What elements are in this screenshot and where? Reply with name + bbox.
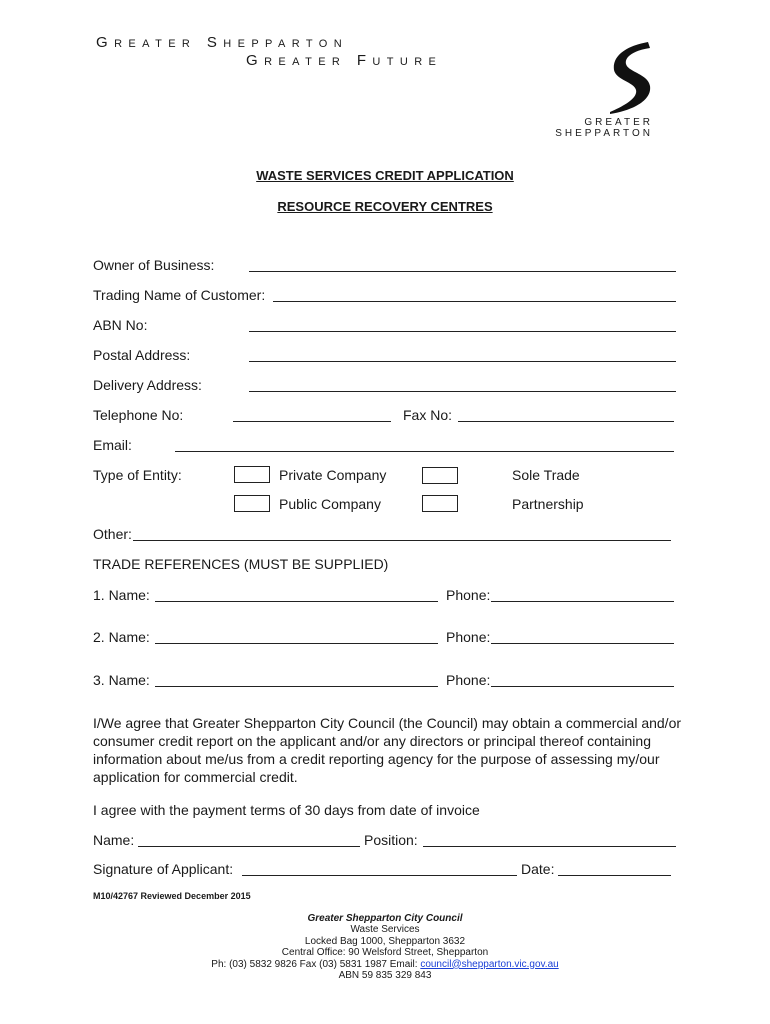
signature-label: Signature of Applicant: [93,861,234,877]
trade-references-heading: TRADE REFERENCES (MUST BE SUPPLIED) [93,556,389,572]
telephone-label: Telephone No: [93,407,184,423]
ref2-name-field[interactable] [155,643,438,644]
ref3-phone-label: Phone: [446,672,491,688]
fax-label: Fax No: [403,407,453,423]
footer-org: Greater Shepparton City Council [307,913,463,924]
logo-text-greater: GREATER [584,117,653,128]
footer [0,913,770,981]
partnership-label: Partnership [512,496,584,512]
owner-label: Owner of Business: [93,257,215,273]
footer-contact [0,959,770,970]
trading-name-field[interactable] [273,301,676,302]
sole-trade-label: Sole Trade [512,467,580,483]
trading-name-label: Trading Name of Customer: [93,287,266,303]
payment-terms-text: I agree with the payment terms of 30 days from date of invoice [93,802,480,818]
ref2-phone-label: Phone: [446,629,491,645]
email-field[interactable] [175,451,674,452]
email-label: Email: [93,437,132,453]
logo-text-shepparton: SHEPPARTON [555,128,653,139]
date-label: Date: [521,861,555,877]
postal-address-label: Postal Address: [93,347,191,363]
footer-email-link[interactable]: council@shepparton.vic.gov.au [420,958,559,970]
applicant-name-field[interactable] [138,846,360,847]
page-title: WASTE SERVICES CREDIT APPLICATION [256,168,514,183]
footer-address: Locked Bag 1000, Shepparton 3632 [304,935,466,947]
ref1-phone-label: Phone: [446,587,491,603]
public-company-label: Public Company [279,496,381,512]
page-subtitle: RESOURCE RECOVERY CENTRES [277,199,493,214]
position-label: Position: [364,832,418,848]
other-field[interactable] [133,540,671,541]
partnership-checkbox[interactable] [422,495,458,512]
signature-field[interactable] [242,875,517,876]
abn-label: ABN No: [93,317,148,333]
entity-type-label: Type of Entity: [93,467,182,483]
consent-paragraph: I/We agree that Greater Shepparton City Council (the Council) may obtain a commercial and/or consumer credit report on the applicant and/or any directors or principal thereof containing information about me/us from a credit reporting agency for the purpose of assessing my/our application for commercial credit. [93,715,682,785]
telephone-field[interactable] [233,421,391,422]
private-company-label: Private Company [279,467,387,483]
ref3-name-label: 3. Name: [93,672,150,688]
owner-field[interactable] [249,271,676,272]
other-label: Other: [93,526,132,542]
tagline-line2: Greater Future [246,52,443,69]
ref1-phone-field[interactable] [491,601,674,602]
footer-office: Central Office: 90 Welsford Street, Shepparton [281,947,489,959]
delivery-address-label: Delivery Address: [93,377,202,393]
tagline-line1: Greater Shepparton [96,34,349,51]
postal-address-field[interactable] [249,361,676,362]
ref1-name-field[interactable] [155,601,438,602]
applicant-name-label: Name: [93,832,135,848]
ref3-phone-field[interactable] [491,686,674,687]
ref2-phone-field[interactable] [491,643,674,644]
ref1-name-label: 1. Name: [93,587,150,603]
footer-dept: Waste Services [350,924,420,936]
sole-trade-checkbox[interactable] [422,467,458,484]
document-reference: M10/42767 Reviewed December 2015 [93,891,251,901]
footer-abn: ABN 59 835 329 843 [338,970,432,982]
footer-contact-text: Ph: (03) 5832 9826 Fax (03) 5831 1987 Email: [211,958,421,970]
public-company-checkbox[interactable] [234,495,270,512]
greater-shepparton-logo-icon [604,40,656,116]
private-company-checkbox[interactable] [234,466,270,483]
abn-field[interactable] [249,331,676,332]
position-field[interactable] [423,846,676,847]
fax-field[interactable] [458,421,674,422]
delivery-address-field[interactable] [249,391,676,392]
ref2-name-label: 2. Name: [93,629,150,645]
date-field[interactable] [558,875,671,876]
ref3-name-field[interactable] [155,686,438,687]
